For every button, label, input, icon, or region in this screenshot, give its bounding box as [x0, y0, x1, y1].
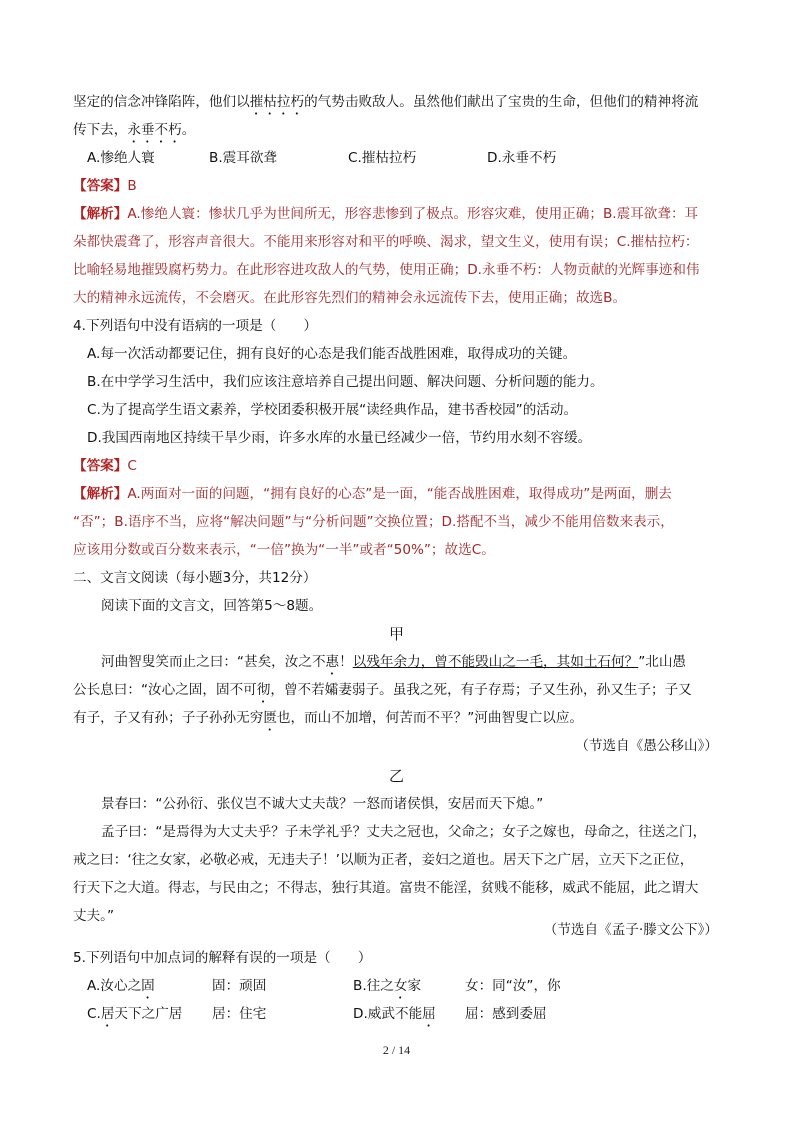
passage-yi-title: 乙 — [388, 767, 404, 785]
page-number: 2 / 14 — [382, 1043, 411, 1057]
dotted-word: 彻 — [256, 682, 271, 698]
analysis-label: 【解析】 — [73, 486, 128, 502]
q3-analysis-line: 朵都快震聋了，形容声音很大。不能用来形容对和平的呼唤、渴求，望文生义，使用有误；C.摧枯拉朽： — [73, 234, 699, 250]
q3-text-line — [73, 88, 733, 118]
dotted-word: 摧枯拉朽 — [249, 94, 305, 110]
q4-option-b: B.在中学学习生活中，我们应该注意培养自己提出问题、解决问题、分析问题的能力。 — [87, 374, 604, 390]
dotted-word: 女 — [393, 978, 408, 994]
q5-question: 5.下列语句中加点词的解释有误的一项是（ ） — [73, 950, 372, 966]
answer-value: C — [127, 458, 137, 474]
passage-text: ！ — [339, 654, 353, 670]
q4-option-a: A.每一次活动都要记住，拥有良好的心态是我们能否战胜困难，取得成功的关键。 — [87, 346, 577, 362]
dotted-word: 永垂不朽 — [127, 122, 182, 138]
q5-row — [87, 972, 727, 1000]
answer-value: B — [127, 178, 137, 194]
q3-text-part: 。 — [181, 122, 196, 138]
dotted-word: 匮 — [263, 710, 277, 726]
q3-text-part: 坚定的信念冲锋陷阵，他们以 — [73, 94, 250, 110]
q5-gloss-c: 居：住宅 — [212, 1006, 267, 1022]
q3-analysis-line — [73, 200, 733, 228]
q4-analysis-line: “否”；B.语序不当，应将“解决问题”与“分析问题”交换位置；D.搭配不当，减少不能用倍数来表示， — [73, 514, 674, 530]
underlined-sentence: 以残年余力，曾不能毁山之一毛，其如土石何？ — [352, 654, 639, 670]
q3-text-line — [73, 116, 733, 146]
passage-text: 公长息曰：“汝心之固，固不可 — [73, 682, 257, 698]
section-heading: 二、文言文阅读（每小题3分，共12分） — [73, 570, 317, 586]
passage-jia-line — [73, 704, 733, 734]
analysis-text: A.惨绝人寰：惨状几乎为世间所无，形容悲惨到了极点。形容灾难，使用正确；B.震耳欲聋：耳 — [127, 206, 699, 222]
analysis-label: 【解析】 — [73, 206, 128, 222]
dotted-word: 惠 — [325, 654, 340, 670]
q3-answer — [73, 172, 733, 200]
passage-yi-line: 戒之曰：‘往之女家，必敬必戒，无违夫子！’以顺为正者，妾妇之道也。居天下之广居，立天下之正位， — [73, 852, 694, 868]
q3-options — [87, 144, 747, 172]
option-text: B.往之 — [353, 978, 394, 994]
q4-option-c: C.为了提高学生语文素养，学校团委积极开展“读经典作品，建书香校园”的活动。 — [87, 402, 578, 418]
passage-yi-line: 孟子曰：“是焉得为大丈夫乎？子未学礼乎？丈夫之冠也，父命之；女子之嫁也，母命之，往送之门， — [101, 824, 707, 840]
passage-yi-source: （节选自《孟子·滕文公下》） — [543, 922, 718, 938]
passage-text: 河曲智叟笑而止之曰：“甚矣，汝之不 — [101, 654, 326, 670]
q3-option-c: C.摧枯拉朽 — [348, 150, 417, 166]
answer-label: 【答案】 — [73, 458, 128, 474]
q5-option-a — [87, 972, 155, 1002]
q5-gloss-d: 屈：感到委屈 — [465, 1006, 547, 1022]
option-text: D.威武不能 — [353, 1006, 423, 1022]
q5-option-c — [87, 1000, 182, 1030]
passage-text: 有子，子又有孙；子子孙孙无穷 — [73, 710, 264, 726]
dotted-word: 固 — [141, 978, 155, 994]
passage-jia-source: （节选自《愚公移山》） — [575, 738, 718, 754]
q4-analysis-line: 应该用分数或百分数来表示，“一倍”换为“一半”或者“50%”；故选C。 — [73, 542, 495, 558]
passage-yi-line: 丈夫。” — [73, 908, 115, 924]
dotted-word: 屈 — [422, 1006, 436, 1022]
passage-text: 也，而山不加增，何苦而不平？”河曲智叟亡以应。 — [276, 710, 584, 726]
passage-jia-title: 甲 — [388, 625, 404, 643]
q5-row — [87, 1000, 727, 1028]
option-text: 天下之广居 — [114, 1006, 183, 1022]
q5-gloss-a: 固：顽固 — [212, 978, 267, 994]
q3-option-a: A.惨绝人寰 — [87, 150, 155, 166]
q4-option-d: D.我国西南地区持续干旱少雨，许多水库的水量已经减少一倍，节约用水刻不容缓。 — [87, 430, 592, 446]
passage-text: ”北山愚 — [638, 654, 687, 670]
passage-text: ，曾不若孀妻弱子。虽我之死，有子存焉；子又生孙，孙又生子；子又 — [270, 682, 692, 698]
passage-jia-line — [73, 676, 733, 706]
passage-yi-line: 景春曰：“公孙衍、张仪岂不诚大丈夫哉？一怒而诸侯惧，安居而天下熄。” — [101, 796, 544, 812]
option-text: C. — [87, 1006, 101, 1022]
q3-option-d: D.永垂不朽 — [487, 150, 557, 166]
option-text: 家 — [407, 978, 422, 994]
dotted-word: 居 — [100, 1006, 115, 1022]
passage-jia-line — [101, 648, 761, 678]
q3-text-part: 传下去， — [73, 122, 128, 138]
q5-option-d — [353, 1000, 436, 1030]
q5-gloss-b: 女：同“汝”，你 — [465, 978, 561, 994]
q3-text-part: 的气势击败敌人。虽然他们献出了宝贵的生命，但他们的精神将流 — [304, 94, 699, 110]
answer-label: 【答案】 — [73, 178, 128, 194]
analysis-text: A.两面对一面的问题，“拥有良好的心态”是一面，“能否战胜困难，取得成功”是两面，删去 — [127, 486, 672, 502]
q4-question: 4.下列语句中没有语病的一项是（ ） — [73, 318, 318, 334]
section-intro: 阅读下面的文言文，回答第5～8题。 — [101, 598, 323, 614]
q4-analysis-line — [73, 480, 733, 508]
q3-analysis-line: 大的精神永远流传，不会磨灭。在此形容先烈们的精神会永远流传下去，使用正确；故选B。 — [73, 290, 627, 306]
passage-yi-line: 行天下之大道。得志，与民由之；不得志，独行其道。富贵不能淫，贫贱不能移，威武不能屈，此之谓大 — [73, 880, 699, 896]
q4-answer — [73, 452, 733, 480]
q3-option-b: B.震耳欲聋 — [209, 150, 278, 166]
q5-option-b — [353, 972, 421, 1002]
q3-analysis-line: 比喻轻易地摧毁腐朽势力。在此形容进攻敌人的气势，使用正确；D.永垂不朽：人物贡献的光辉事迹和伟 — [73, 262, 700, 278]
option-text: A.汝心之 — [87, 978, 142, 994]
